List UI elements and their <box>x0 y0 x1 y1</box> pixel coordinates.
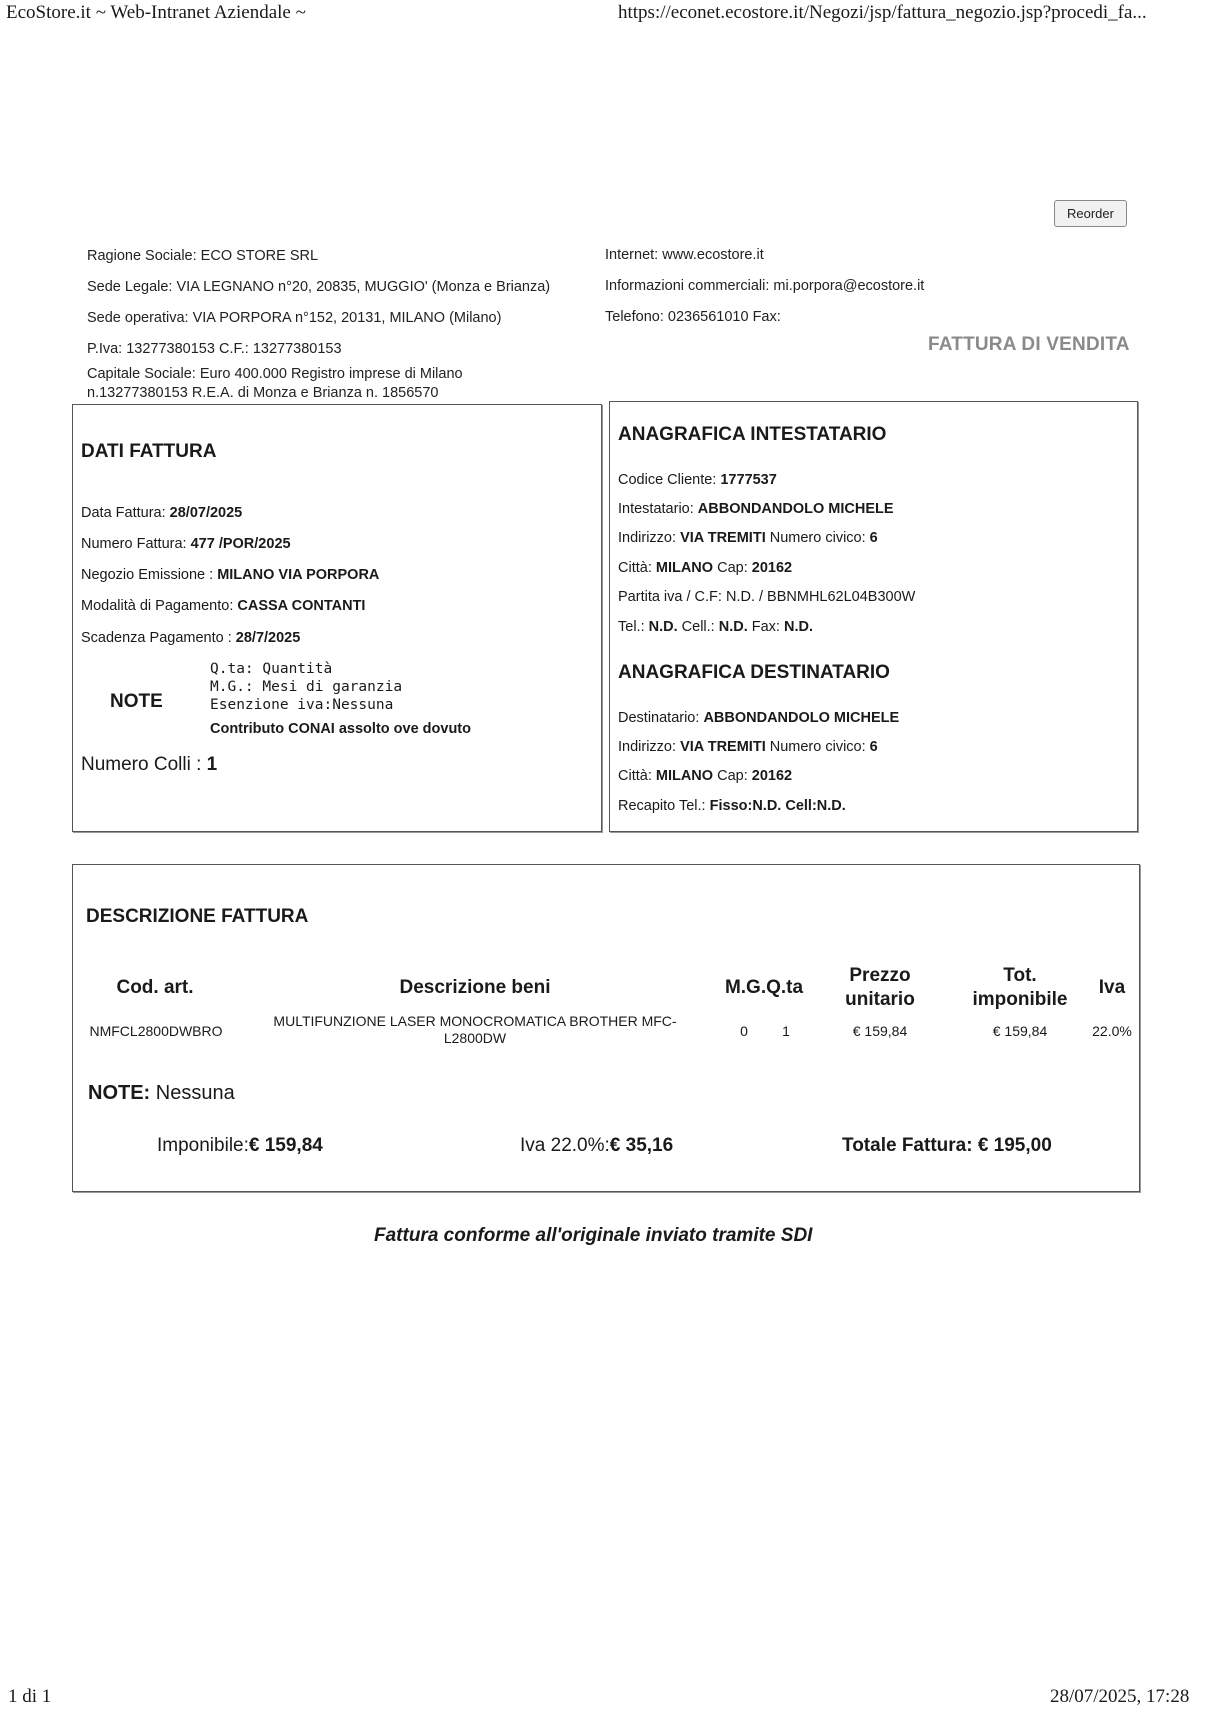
intestatario-indirizzo: Indirizzo: VIA TREMITI Numero civico: 6 <box>618 530 878 546</box>
modalita-pagamento: Modalità di Pagamento: CASSA CONTANTI <box>81 598 366 614</box>
print-footer-page: 1 di 1 <box>8 1686 52 1707</box>
numero-fattura: Numero Fattura: 477 /POR/2025 <box>81 536 291 552</box>
company-ragione-sociale: Ragione Sociale: ECO STORE SRL <box>87 248 319 264</box>
totale-fattura: Totale Fattura: € 195,00 <box>842 1135 1052 1156</box>
document-type: FATTURA DI VENDITA <box>928 334 1130 355</box>
cell-prezzo: € 159,84 <box>852 1023 908 1039</box>
intestatario-piva-cf: Partita iva / C.F: N.D. / BBNMHL62L04B300W <box>618 589 916 605</box>
company-info-commerciali: Informazioni commerciali: mi.porpora@ecostore.it <box>605 278 925 294</box>
dati-fattura-title: DATI FATTURA <box>81 441 217 462</box>
cell-desc: MULTIFUNZIONE LASER MONOCROMATICA BROTHER MFC- L2800DW <box>273 1013 677 1046</box>
iva-total: Iva 22.0%:€ 35,16 <box>520 1135 674 1156</box>
sdi-conformity-note: Fattura conforme all'originale inviato tramite SDI <box>374 1225 813 1246</box>
conai-note: Contributo CONAI assolto ove dovuto <box>210 721 471 737</box>
note-legend-item: Q.ta: Quantità <box>210 661 333 677</box>
destinatario-indirizzo: Indirizzo: VIA TREMITI Numero civico: 6 <box>618 739 878 755</box>
descrizione-note: NOTE: Nessuna <box>88 1082 235 1104</box>
note-legend-item: Esenzione iva:Nessuna <box>210 697 394 713</box>
codice-cliente: Codice Cliente: 1777537 <box>618 472 777 488</box>
intestatario-title: ANAGRAFICA INTESTATARIO <box>618 424 887 445</box>
cell-cod: NMFCL2800DWBRO <box>89 1023 223 1039</box>
note-legend-item: M.G.: Mesi di garanzia <box>210 679 403 695</box>
col-header-tot: Tot. imponibile <box>972 965 1068 1010</box>
note-legend <box>210 660 402 714</box>
print-header-title: EcoStore.it ~ Web-Intranet Aziendale ~ <box>6 2 306 23</box>
col-header-iva: Iva <box>1098 977 1126 998</box>
scadenza-pagamento: Scadenza Pagamento : 28/7/2025 <box>81 630 301 646</box>
company-telefono: Telefono: 0236561010 Fax: <box>605 309 781 325</box>
cell-qta: 1 <box>782 1023 790 1039</box>
negozio-emissione: Negozio Emissione : MILANO VIA PORPORA <box>81 567 380 583</box>
numero-colli: Numero Colli : 1 <box>81 754 218 775</box>
col-header-desc: Descrizione beni <box>399 977 551 998</box>
company-sede-operativa: Sede operativa: VIA PORPORA n°152, 20131, MILANO (Milano) <box>87 310 502 326</box>
imponibile-total: Imponibile:€ 159,84 <box>157 1135 323 1156</box>
descrizione-title: DESCRIZIONE FATTURA <box>86 906 309 927</box>
intestatario-contatti: Tel.: N.D. Cell.: N.D. Fax: N.D. <box>618 619 813 635</box>
reorder-button[interactable]: Reorder <box>1054 200 1127 227</box>
cell-tot: € 159,84 <box>992 1023 1048 1039</box>
col-header-prezzo: Prezzo unitario <box>845 965 915 1010</box>
col-header-mgqta: M.G.Q.ta <box>724 977 804 998</box>
company-internet: Internet: www.ecostore.it <box>605 247 764 263</box>
intestatario-citta: Città: MILANO Cap: 20162 <box>618 560 793 576</box>
destinatario-title: ANAGRAFICA DESTINATARIO <box>618 662 890 683</box>
company-piva-cf: P.Iva: 13277380153 C.F.: 13277380153 <box>87 341 342 357</box>
company-capitale-2: n.13277380153 R.E.A. di Monza e Brianza n. 1856570 <box>87 385 439 401</box>
print-footer-datetime: 28/07/2025, 17:28 <box>1050 1686 1190 1707</box>
intestatario-nome: Intestatario: ABBONDANDOLO MICHELE <box>618 501 894 517</box>
destinatario-citta: Città: MILANO Cap: 20162 <box>618 768 793 784</box>
col-header-cod: Cod. art. <box>116 977 194 998</box>
cell-iva: 22.0% <box>1092 1023 1132 1039</box>
print-header-url[interactable]: https://econet.ecostore.it/Negozi/jsp/fattura_negozio.jsp?procedi_fa... <box>618 2 1147 23</box>
cell-mg: 0 <box>740 1023 748 1039</box>
data-fattura: Data Fattura: 28/07/2025 <box>81 505 243 521</box>
destinatario-nome: Destinatario: ABBONDANDOLO MICHELE <box>618 710 900 726</box>
note-title: NOTE <box>110 691 163 712</box>
company-capitale-1: Capitale Sociale: Euro 400.000 Registro imprese di Milano <box>87 366 463 382</box>
company-sede-legale: Sede Legale: VIA LEGNANO n°20, 20835, MUGGIO' (Monza e Brianza) <box>87 279 551 295</box>
destinatario-recapito: Recapito Tel.: Fisso:N.D. Cell:N.D. <box>618 798 846 814</box>
